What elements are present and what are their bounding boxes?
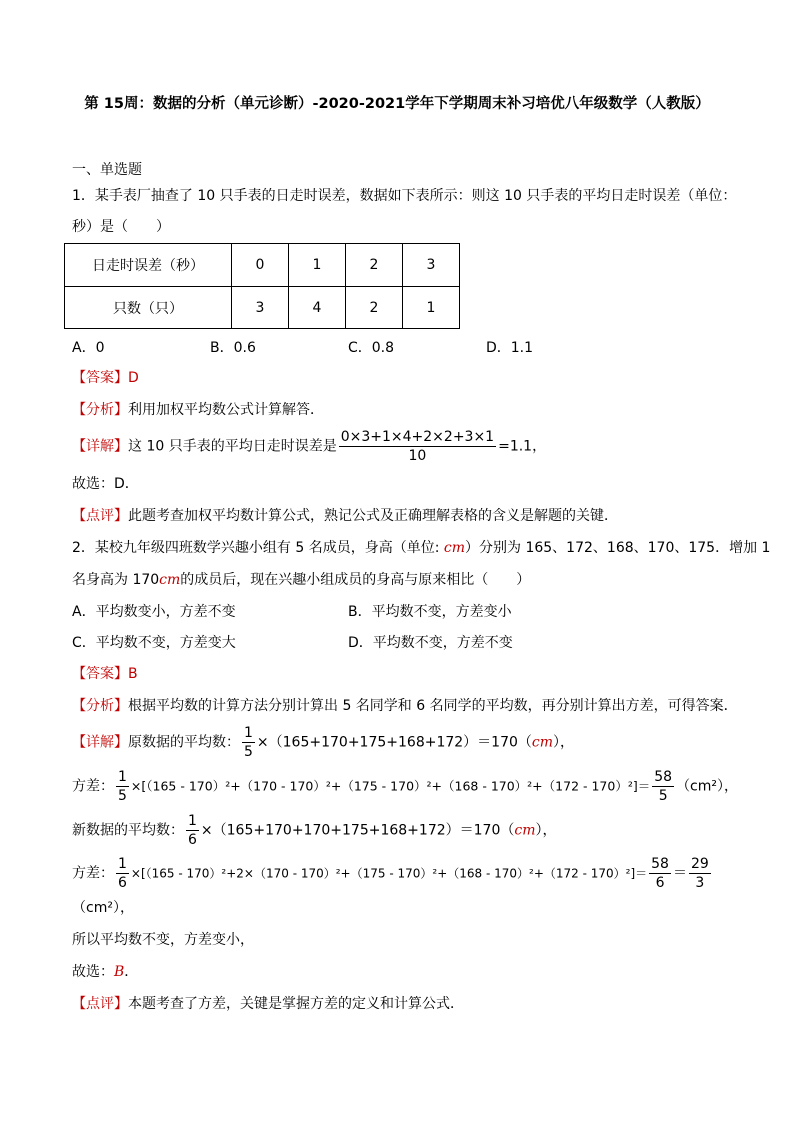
expression: ×（165+170+175+168+172）＝170（: [256, 734, 532, 751]
choose-end: ．: [124, 964, 139, 980]
detail-prefix: 原数据的平均数：: [128, 734, 240, 751]
q1-data-table: [64, 243, 460, 329]
unit-cm: cm: [443, 540, 466, 556]
q2-variance2-unit: （cm²），: [72, 900, 134, 916]
fraction-numerator: 29: [690, 856, 709, 872]
q2-variance2: [72, 855, 713, 892]
q1-option-b: B．0.6: [210, 340, 256, 356]
fraction-denominator: 5: [658, 788, 668, 804]
fraction-numerator: 1: [244, 725, 253, 741]
table-cell: 3: [403, 244, 460, 287]
fraction-numerator: 1: [118, 856, 127, 872]
fraction-numerator: 58: [651, 856, 669, 872]
table-cell: 4: [289, 287, 346, 329]
q1-stem-line2: 秒）是（ ）: [72, 219, 170, 235]
q2-option-d: D．平均数不变，方差不变: [348, 635, 513, 651]
table-row: [65, 287, 460, 329]
table-cell: 1: [403, 287, 460, 329]
q2-choose: [72, 962, 138, 982]
expression-end: ），: [553, 734, 575, 751]
result-fraction: [652, 768, 674, 805]
fraction-denominator: 10: [408, 448, 427, 464]
fraction-numerator: 58: [654, 769, 673, 785]
table-cell: 2: [346, 244, 403, 287]
equals-sign: ＝: [672, 865, 687, 882]
fraction: [186, 812, 199, 849]
analysis-tag: 【分析】: [72, 698, 128, 714]
choose-letter: B: [114, 964, 125, 980]
q1-comment: [72, 506, 618, 526]
fraction-denominator: 5: [244, 744, 253, 760]
q2-option-b: B．平均数不变，方差变小: [348, 604, 512, 620]
expression: ×[（165 - 170）²+2×（170 - 170）²+（175 - 170）²+（168 - 170）²+（172 - 170）²]＝: [130, 866, 648, 881]
q2-option-c: C．平均数不变，方差变大: [72, 635, 236, 651]
q1-detail: [72, 428, 546, 465]
result-fraction: [689, 855, 711, 892]
comment-text: 此题考查加权平均数计算公式，熟记公式及正确理解表格的含义是解题的关键．: [128, 508, 618, 524]
result-fraction: [649, 855, 671, 892]
q2-stem-line1: [72, 538, 770, 558]
answer-tag: 【答案】: [72, 370, 128, 386]
fraction-denominator: 6: [118, 875, 127, 891]
fraction: [242, 724, 255, 761]
detail-prefix: 这 10 只手表的平均日走时误差是: [128, 438, 337, 455]
detail-tag: 【详解】: [72, 734, 128, 751]
fraction-numerator: 1: [188, 813, 197, 829]
section-heading: 一、单选题: [72, 162, 142, 178]
q2-stem-part: ）分别为 165、172、168、170、175．增加 1: [465, 540, 771, 556]
analysis-text: 根据平均数的计算方法分别计算出 5 名同学和 6 名同学的平均数，再分别计算出方差，可得答案．: [128, 698, 738, 714]
fraction: [116, 768, 129, 805]
detail-prefix: 新数据的平均数：: [72, 822, 184, 839]
unit-cm: cm: [514, 822, 536, 839]
unit-cm: cm: [159, 572, 181, 588]
q1-choose: 故选：D．: [72, 476, 139, 492]
choose-prefix: 故选：: [72, 964, 114, 980]
q2-stem-part: 2．某校九年级四班数学兴趣小组有 5 名成员，身高（单位:: [72, 540, 444, 556]
table-cell: 1: [289, 244, 346, 287]
q1-option-d: D．1.1: [486, 340, 534, 356]
table-cell: 0: [232, 244, 289, 287]
variance-unit: （cm²），: [676, 778, 739, 795]
comment-tag: 【点评】: [72, 508, 128, 524]
q2-analysis: [72, 696, 738, 716]
q2-variance1: [72, 768, 738, 805]
q1-option-c: C．0.8: [348, 340, 395, 356]
document-title: 第 15周：数据的分析（单元诊断）-2020-2021学年下学期周末补习培优八年级数学（人教版）: [84, 96, 710, 112]
table-row: [65, 244, 460, 287]
expression: ×（165+170+170+175+168+172）＝170（: [200, 822, 515, 839]
fraction-numerator: 1: [118, 769, 127, 785]
fraction-numerator: 0×3+1×4+2×2+3×1: [340, 429, 495, 445]
detail-tag: 【详解】: [72, 438, 128, 455]
q2-comment: [72, 994, 464, 1014]
q1-option-a: A．0: [72, 340, 105, 356]
q2-detail-mean1: [72, 724, 574, 761]
comment-text: 本题考查了方差，关键是掌握方差的定义和计算公式．: [128, 996, 464, 1012]
q1-answer: [72, 368, 139, 388]
q2-answer: [72, 664, 138, 684]
answer-value: B: [128, 666, 138, 682]
variance-prefix: 方差：: [72, 865, 114, 882]
fraction-denominator: 6: [655, 875, 665, 891]
q2-conclusion: 所以平均数不变，方差变小，: [72, 932, 254, 948]
fraction-denominator: 3: [695, 875, 705, 891]
table-cell: 2: [346, 287, 403, 329]
comment-tag: 【点评】: [72, 996, 128, 1012]
table-cell: 只数（只）: [65, 287, 232, 329]
q2-detail-mean2: [72, 812, 556, 849]
detail-suffix: =1.1，: [498, 438, 547, 455]
expression-end: ），: [535, 822, 557, 839]
answer-value: D: [128, 370, 139, 386]
q2-stem-part: 的成员后，现在兴趣小组成员的身高与原来相比（ ）: [180, 572, 531, 588]
analysis-tag: 【分析】: [72, 402, 128, 418]
detail-fraction: [339, 428, 496, 465]
q2-stem-line2: [72, 570, 530, 590]
fraction-denominator: 6: [188, 832, 197, 848]
variance-prefix: 方差：: [72, 778, 114, 795]
table-cell: 3: [232, 287, 289, 329]
expression: ×[（165 - 170）²+（170 - 170）²+（175 - 170）²+（168 - 170）²+（172 - 170）²]＝: [130, 778, 651, 794]
fraction-denominator: 5: [118, 788, 127, 804]
fraction: [116, 855, 129, 892]
q2-option-a: A．平均数变小，方差不变: [72, 604, 236, 620]
answer-tag: 【答案】: [72, 666, 128, 682]
table-cell: 日走时误差（秒）: [65, 244, 232, 287]
analysis-text: 利用加权平均数公式计算解答．: [128, 402, 324, 418]
q1-analysis: [72, 400, 324, 420]
q2-stem-part: 名身高为 170: [72, 572, 160, 588]
q1-stem-line1: 1．某手表厂抽查了 10 只手表的日走时误差，数据如下表所示：则这 10 只手表的平均日走时误差（单位：: [72, 188, 737, 204]
unit-cm: cm: [531, 734, 554, 751]
